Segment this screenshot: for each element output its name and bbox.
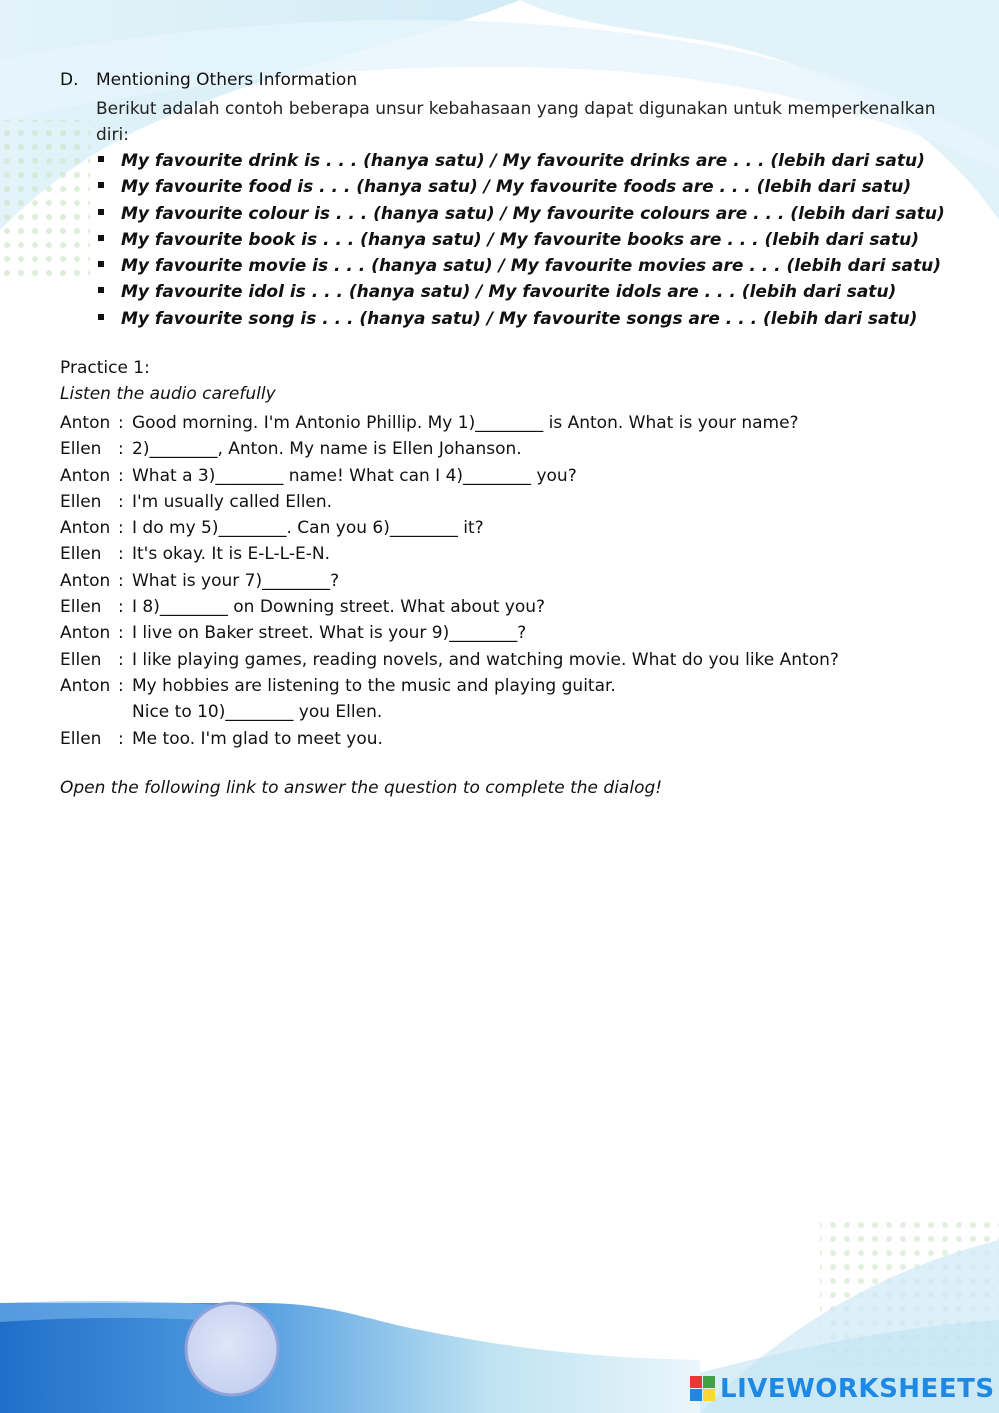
list-item: My favourite idol is . . . (hanya satu) / My favourite idols are . . . (lebih dari satu) [96,279,945,305]
dialog-text: I'm usually called Ellen. [132,491,333,512]
colon: : [118,413,124,433]
section-title: Mentioning Others Information [96,70,358,90]
speaker: Ellen [60,439,102,460]
dots-top-left [0,120,90,280]
speaker: Ellen [60,597,102,618]
list-item: My favourite movie is . . . (hanya satu) / My favourite movies are . . . (lebih dari satu) [96,253,945,279]
dialog-text: Good morning. I'm Antonio Phillip. My 1)________ is Anton. What is your name? [132,413,799,433]
speaker: Anton [60,465,111,486]
colon: : [118,570,124,591]
square-bullet-icon [98,156,104,162]
bottom-circle [186,1303,278,1395]
colon: : [118,544,124,565]
bottom-bar [0,1303,700,1413]
square-bullet-icon [98,287,104,293]
dialog-text: My hobbies are listening to the music and playing guitar. [132,675,616,696]
dialog-text: What a 3)________ name! What can I 4)________ you? [132,465,577,486]
dialog-line [60,726,839,752]
logo-text: LIVEWORKSHEETS [720,1374,995,1404]
section-letter: D. [60,70,79,90]
speaker: Anton [60,570,111,591]
colon: : [118,728,124,749]
dialog-line [60,647,839,673]
dialog-line [60,515,839,541]
list-item: My favourite colour is . . . (hanya satu) / My favourite colours are . . . (lebih dari satu) [96,201,945,227]
logo-squares-icon [690,1376,716,1402]
liveworksheets-logo[interactable] [690,1372,995,1406]
speaker: Anton [60,518,111,539]
colon: : [118,623,124,644]
dialog-line [60,489,839,515]
dialog-text: Nice to 10)________ you Ellen. [132,702,383,723]
list-item: My favourite song is . . . (hanya satu) / My favourite songs are . . . (lebih dari satu) [96,306,945,332]
dialog-line [60,410,839,436]
dialog-text: What is your 7)________? [132,570,340,591]
list-item: My favourite drink is . . . (hanya satu) / My favourite drinks are . . . (lebih dari satu) [96,148,945,174]
colon: : [118,597,124,618]
square-bullet-icon [98,209,104,215]
square-bullet-icon [98,314,104,320]
colon: : [118,649,124,670]
colon: : [118,465,124,486]
section-heading [60,70,357,90]
list-item: My favourite book is . . . (hanya satu) / My favourite books are . . . (lebih dari satu) [96,227,945,253]
section-intro: Berikut adalah contoh beberapa unsur kebahasaan yang dapat digunakan untuk memperkenalkan diri: [96,99,936,145]
dialog-line [60,594,839,620]
dialog-line [60,620,839,646]
dialog-text: I do my 5)________. Can you 6)________ it? [132,518,484,539]
dialog-line [60,699,839,725]
dialog-line [60,541,839,567]
colon: : [118,518,124,539]
square-bullet-icon [98,182,104,188]
speaker: Ellen [60,649,102,670]
dialog-text: I 8)________ on Downing street. What about you? [132,597,546,618]
dialog-line [60,436,839,462]
square-bullet-icon [98,235,104,241]
dialog-text: I live on Baker street. What is your 9)________? [132,623,527,644]
dialog-line [60,568,839,594]
colon: : [118,675,124,696]
dialog-text: It's okay. It is E-L-L-E-N. [132,544,330,565]
practice-instruction: Listen the audio carefully [60,384,276,404]
colon: : [118,491,124,512]
colon: : [118,439,124,460]
dialog-text: Me too. I'm glad to meet you. [132,728,383,749]
dialog [60,410,839,752]
dialog-text: 2)________, Anton. My name is Ellen Johanson. [132,439,522,460]
speaker: Ellen [60,544,102,565]
footer-note: Open the following link to answer the question to complete the dialog! [60,778,663,798]
dialog-text: I like playing games, reading novels, and watching movie. What do you like Anton? [132,649,839,670]
speaker: Anton [60,675,111,696]
speaker: Ellen [60,728,102,749]
dialog-line [60,463,839,489]
speaker: Anton [60,623,111,644]
list-item: My favourite food is . . . (hanya satu) / My favourite foods are . . . (lebih dari satu) [96,174,945,200]
expression-list [96,148,945,332]
speaker: Anton [60,413,111,433]
square-bullet-icon [98,261,104,267]
practice-title: Practice 1: [60,358,150,378]
dialog-line [60,673,839,699]
speaker: Ellen [60,491,102,512]
